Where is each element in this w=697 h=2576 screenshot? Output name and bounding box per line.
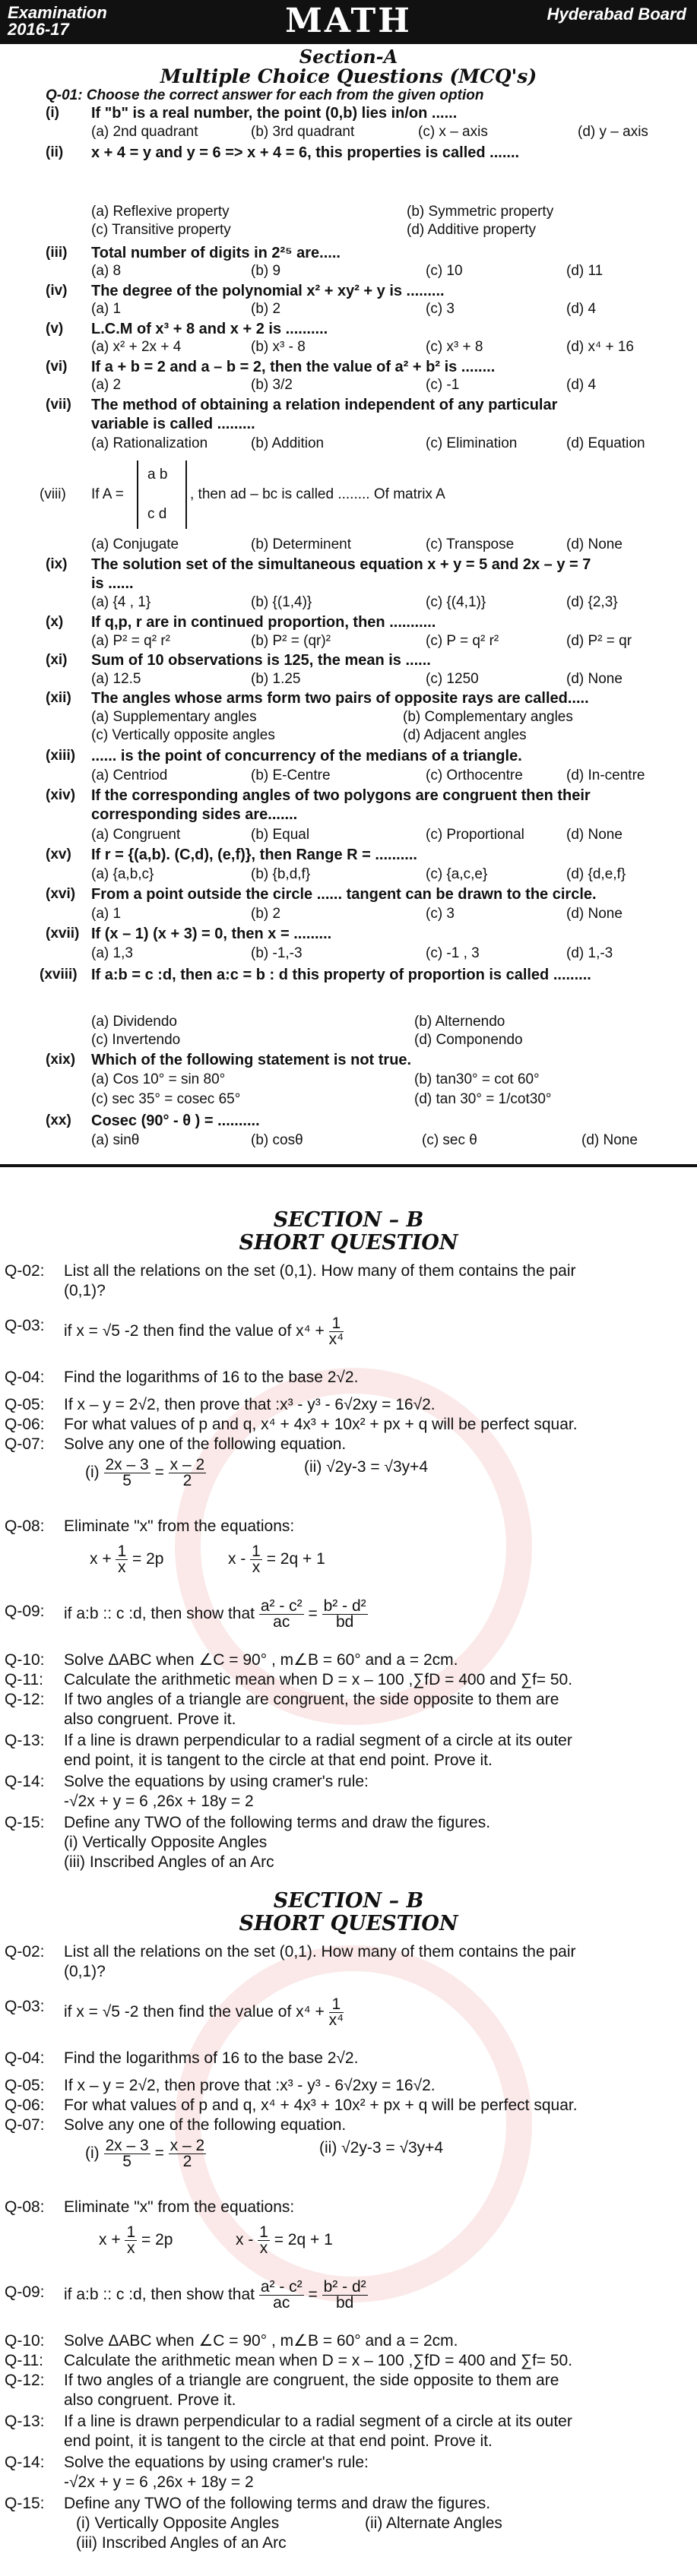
option: (b) -1,-3 — [251, 945, 303, 961]
option: (a) 1 — [91, 301, 122, 317]
question-text: If A = — [91, 486, 124, 502]
numerator: x – 2 — [169, 1456, 205, 1473]
question-text: Eliminate "x" from the equations: — [64, 1517, 295, 1535]
section-a-title: Section-A — [299, 46, 398, 68]
q-number: Q-15: — [5, 1814, 45, 1831]
option: (c) Proportional — [426, 827, 524, 843]
subject-title: MATH — [285, 2, 412, 40]
q-number: Q-05: — [5, 2077, 45, 2094]
question-text-cont: also congruent. Prove it. — [64, 2391, 236, 2409]
q-number: (vi) — [46, 359, 68, 375]
question-text: Calculate the arithmetic mean when D = x – 100 ,∑fD = 400 and ∑f= 50. — [64, 2352, 573, 2369]
question-text-cont: -√2x + y = 6 ,26x + 18y = 2 — [64, 2473, 254, 2491]
question-text: Solve any one of the following equation. — [64, 1435, 347, 1453]
matrix-row-1: a b — [147, 467, 168, 483]
denominator: 2 — [182, 2153, 192, 2170]
q-number: Q-04: — [5, 1369, 45, 1386]
question-text: If a line is drawn perpendicular to a radial segment of a circle at its outer — [64, 1732, 572, 1749]
option: (b) x³ - 8 — [251, 339, 306, 355]
section-a-subtitle: Multiple Choice Questions (MCQ's) — [160, 65, 537, 87]
numerator: 2x – 3 — [105, 1456, 149, 1473]
matrix-determinant — [137, 460, 187, 529]
expression: if a:b :: c :d, then show that — [64, 2286, 255, 2304]
question-text: Solve any one of the following equation. — [64, 2116, 347, 2134]
option: (d) None — [581, 1132, 638, 1148]
q-number: Q-08: — [5, 1517, 45, 1535]
q-number: (xix) — [46, 1052, 76, 1068]
q-number: Q-04: — [5, 2049, 45, 2067]
option: (a) Dividendo — [91, 1014, 177, 1030]
fraction — [329, 1997, 344, 2028]
option: (a) Conjugate — [91, 536, 179, 552]
question-text: If two angles of a triangle are congruent, the side opposite to them are — [64, 1691, 559, 1708]
option: (d) None — [566, 906, 623, 922]
option: (a) 1 — [91, 906, 122, 922]
q-number: Q-15: — [5, 2495, 45, 2512]
q-number: Q-02: — [5, 1262, 45, 1280]
option: (a) 2nd quadrant — [91, 124, 198, 140]
option: (c) {a,c,e} — [426, 866, 488, 882]
option: (d) {d,e,f} — [566, 866, 626, 882]
denominator: 5 — [122, 2153, 131, 2170]
numerator: b² - d² — [323, 2278, 366, 2296]
option: (a) 8 — [91, 263, 122, 279]
eq-part: = 2p — [141, 2231, 173, 2249]
option: (c) x³ + 8 — [426, 339, 483, 355]
option: (c) Transpose — [426, 536, 515, 552]
question-text — [64, 1997, 344, 2028]
question-text: Define any TWO of the following terms and draw the figures. — [64, 1814, 491, 1831]
question-text: If "b" is a real number, the point (0,b) lies in/on ...... — [91, 105, 458, 122]
numerator: a² - c² — [260, 1597, 303, 1615]
option: (a) {4 , 1} — [91, 594, 151, 610]
option: (c) Invertendo — [91, 1032, 181, 1048]
fraction — [125, 2225, 137, 2256]
question-text: From a point outside the circle ...... tangent can be drawn to the circle. — [91, 886, 597, 903]
option: (b) 2 — [251, 906, 281, 922]
numerator: 1 — [117, 1543, 127, 1560]
denominator: x — [118, 1559, 126, 1576]
fraction — [250, 1544, 262, 1575]
question-text: ...... is the point of concurrency of the medians of a triangle. — [91, 748, 522, 764]
question-text-cont: , then ad – bc is called ........ Of matrix A — [190, 486, 445, 502]
q-number: Q-10: — [5, 1651, 45, 1669]
numerator: b² - d² — [323, 1597, 366, 1615]
q-number: Q-10: — [5, 2332, 45, 2350]
question-text-cont: (iii) Inscribed Angles of an Arc — [64, 1853, 274, 1871]
question-text: Cosec (90° - θ ) = .......... — [91, 1112, 260, 1129]
q-number: Q-06: — [5, 1416, 45, 1433]
question-text: If x – y = 2√2, then prove that :x³ - y³ - 6√2xy = 16√2. — [64, 2077, 436, 2094]
question-text: If a + b = 2 and a – b = 2, then the value of a² + b² is ........ — [91, 359, 496, 375]
q-number: (xx) — [46, 1112, 71, 1128]
option: (d) tan 30° = 1/cot30° — [414, 1091, 552, 1107]
question-text: Solve ΔABC when ∠C = 90° , m∠B = 60° and a = 2cm. — [64, 1651, 458, 1669]
numerator: 1 — [126, 2223, 136, 2241]
option: (b) Complementary angles — [403, 709, 573, 725]
q-number: Q-02: — [5, 1943, 45, 1960]
question-text-cont: variable is called ......... — [91, 416, 255, 432]
denominator: ac — [273, 2294, 290, 2312]
eq-part: = 2q + 1 — [274, 2231, 333, 2249]
question-text-cont: is ...... — [91, 575, 134, 592]
numerator: x – 2 — [169, 2137, 205, 2154]
option: (a) P² = q² r² — [91, 633, 170, 649]
q-number: Q-12: — [5, 2372, 45, 2389]
question-text: Define any TWO of the following terms and draw the figures. — [64, 2495, 491, 2512]
option: (a) Cos 10° = sin 80° — [91, 1071, 226, 1087]
question-text: List all the relations on the set (0,1). How many of them contains the pair — [64, 1943, 576, 1960]
option: (a) 12.5 — [91, 671, 141, 687]
question-text: Solve ΔABC when ∠C = 90° , m∠B = 60° and a = 2cm. — [64, 2332, 458, 2350]
equation-line — [236, 2225, 333, 2256]
question-text: For what values of p and q, x⁴ + 4x³ + 10x² + px + q will be perfect squar. — [64, 2097, 578, 2114]
paper-header — [0, 0, 697, 44]
denominator: 5 — [122, 1472, 131, 1489]
question-text: If a:b = c :d, then a:c = b : d this property of proportion is called ......... — [91, 967, 591, 983]
question-text: Sum of 10 observations is 125, the mean is ...... — [91, 652, 431, 669]
option: (b) Alternendo — [414, 1014, 505, 1030]
equation-line — [85, 2138, 206, 2169]
eq-part: = 2p — [131, 1550, 164, 1568]
equals-sign: = — [308, 2286, 318, 2304]
option: (c) sec θ — [422, 1132, 477, 1148]
option: (b) Equal — [251, 827, 310, 843]
equation-line — [90, 1544, 163, 1575]
option: (c) 10 — [426, 263, 463, 279]
option: (a) Congruent — [91, 827, 181, 843]
option: (c) 1250 — [426, 671, 479, 687]
equation-2: (ii) √2y-3 = √3y+4 — [304, 1458, 429, 1476]
question-text: If a line is drawn perpendicular to a radial segment of a circle at its outer — [64, 2413, 572, 2430]
matrix-row-2: c d — [147, 506, 167, 522]
question-text: x + 4 = y and y = 6 => x + 4 = 6, this properties is called ....... — [91, 144, 520, 161]
question-text: Find the logarithms of 16 to the base 2√2. — [64, 1369, 359, 1386]
question-text: The solution set of the simultaneous equation x + y = 5 and 2x – y = 7 — [91, 556, 591, 573]
option: (c) Elimination — [426, 435, 518, 451]
exam-year: 2016-17 — [8, 20, 69, 39]
question-text: Eliminate "x" from the equations: — [64, 2198, 295, 2216]
question-text: If x – y = 2√2, then prove that :x³ - y³ - 6√2xy = 16√2. — [64, 1396, 436, 1413]
option: (c) {(4,1)} — [426, 594, 486, 610]
option: (b) 3/2 — [251, 377, 293, 393]
option: (b) 1.25 — [251, 671, 301, 687]
question-text — [64, 1316, 344, 1347]
question-text: Calculate the arithmetic mean when D = x – 100 ,∑fD = 400 and ∑f= 50. — [64, 1671, 573, 1688]
section-b-subtitle: SHORT QUESTION — [239, 1231, 458, 1255]
numerator: 1 — [259, 2223, 268, 2241]
eq-part: x + — [90, 1550, 112, 1568]
question-text-cont: end point, it is tangent to the circle at that end point. Prove it. — [64, 2432, 493, 2450]
q-number: (v) — [46, 321, 64, 337]
q-number: (ix) — [46, 556, 68, 572]
question-text-cont: (i) Vertically Opposite Angles — [64, 1834, 268, 1851]
equation-line — [228, 1544, 325, 1575]
fraction — [259, 2280, 304, 2311]
q-number: Q-09: — [5, 1603, 45, 1620]
q-number: Q-13: — [5, 2413, 45, 2430]
q-number: (xi) — [46, 652, 68, 668]
option: (c) 3 — [426, 906, 455, 922]
denominator: bd — [335, 1613, 354, 1631]
question-text: If two angles of a triangle are congruent, the side opposite to them are — [64, 2372, 559, 2389]
q-number: (xiii) — [46, 748, 76, 764]
q-number: (ii) — [46, 144, 64, 160]
fraction — [116, 1544, 128, 1575]
question-text — [64, 1599, 368, 1630]
q-number: (i) — [46, 105, 59, 121]
q-number: (xvi) — [46, 886, 76, 902]
question-text: For what values of p and q, x⁴ + 4x³ + 10x² + px + q will be perfect squar. — [64, 1416, 578, 1433]
option: (d) Componendo — [414, 1032, 523, 1048]
question-text: Find the logarithms of 16 to the base 2√2. — [64, 2049, 359, 2067]
numerator: 1 — [329, 1316, 344, 1332]
option: (b) 9 — [251, 263, 281, 279]
option: (b) Addition — [251, 435, 325, 451]
section-b-title: SECTION – B — [273, 1889, 424, 1913]
equals-sign: = — [308, 1605, 318, 1623]
option: (d) 1,-3 — [566, 945, 613, 961]
fraction — [329, 1316, 344, 1347]
option: (b) cosθ — [251, 1132, 303, 1148]
equals-sign: = — [154, 1464, 164, 1482]
option: (d) In-centre — [566, 767, 645, 783]
fraction — [169, 2138, 207, 2169]
eq-part: x - — [228, 1550, 246, 1568]
expression: if a:b :: c :d, then show that — [64, 1605, 255, 1623]
denominator: bd — [335, 2294, 354, 2312]
option: (b) 3rd quadrant — [251, 124, 355, 140]
option: (b) tan30° = cot 60° — [414, 1071, 540, 1087]
question-text-cont: corresponding sides are....... — [91, 806, 298, 823]
option: (b) P² = (qr)² — [251, 633, 331, 649]
q-number: Q-12: — [5, 1691, 45, 1708]
option: (c) x – axis — [418, 124, 488, 140]
denominator: ac — [273, 1613, 290, 1631]
equation-line — [99, 2225, 173, 2256]
section-b-title: SECTION – B — [273, 1208, 424, 1232]
q-number: (vii) — [46, 397, 71, 413]
fraction — [169, 1457, 207, 1489]
option: (d) 11 — [566, 263, 604, 279]
denominator: x⁴ — [328, 2011, 344, 2029]
question-text — [64, 2280, 368, 2311]
option: (b) Determinent — [251, 536, 351, 552]
option: (a) sinθ — [91, 1132, 140, 1148]
denominator: x — [127, 2239, 135, 2257]
option: (c) Vertically opposite angles — [91, 727, 275, 743]
option: (a) 2 — [91, 377, 122, 393]
question-text: If q,p, r are in continued proportion, then ........... — [91, 614, 436, 631]
q-number: (xviii) — [40, 967, 78, 983]
equals-sign: = — [154, 2144, 164, 2163]
fraction — [104, 1457, 150, 1489]
q-number: (xii) — [46, 690, 71, 706]
option: (b) {(1,4)} — [251, 594, 312, 610]
q-number: Q-11: — [5, 1671, 43, 1688]
question-text-cont: end point, it is tangent to the circle at that end point. Prove it. — [64, 1752, 493, 1769]
numerator: 1 — [329, 1997, 344, 2013]
option: (c) P = q² r² — [426, 633, 499, 649]
equation-line — [85, 1457, 206, 1489]
question-text: If the corresponding angles of two polygons are congruent then their — [91, 787, 591, 804]
question-text: If r = {(a,b). (C,d), (e,f)}, then Range R = .......... — [91, 847, 417, 863]
question-text-cont: also congruent. Prove it. — [64, 1710, 236, 1728]
option: (d) 4 — [566, 301, 597, 317]
question-text: Total number of digits in 2²⁵ are..... — [91, 245, 341, 261]
q-number: Q-14: — [5, 2454, 45, 2471]
q-number: (iv) — [46, 283, 68, 299]
option: (c) sec 35° = cosec 65° — [91, 1091, 241, 1107]
q-number: Q-03: — [5, 1998, 45, 2015]
q-number: Q-14: — [5, 1773, 45, 1790]
option: (d) Additive property — [407, 222, 537, 238]
question-text-cont: (iii) Inscribed Angles of an Arc — [76, 2534, 287, 2552]
numerator: 1 — [252, 1543, 261, 1560]
question-text-cont: (i) Vertically Opposite Angles — [76, 2514, 280, 2532]
option: (a) Reflexive property — [91, 204, 230, 220]
section-divider — [0, 1164, 697, 1167]
question-text: L.C.M of x³ + 8 and x + 2 is .......... — [91, 321, 328, 337]
option: (b) {b,d,f} — [251, 866, 311, 882]
option: (b) Symmetric property — [407, 204, 554, 220]
question-text: List all the relations on the set (0,1). How many of them contains the pair — [64, 1262, 576, 1280]
q-number: Q-06: — [5, 2097, 45, 2114]
q-number: Q-07: — [5, 2116, 45, 2134]
eq-label: (i) — [85, 2144, 100, 2163]
q-number: Q-03: — [5, 1317, 45, 1334]
numerator: 2x – 3 — [105, 2137, 149, 2154]
option: (a) 1,3 — [91, 945, 133, 961]
option: (d) None — [566, 536, 623, 552]
denominator: 2 — [182, 1472, 192, 1489]
eq-part: x - — [236, 2231, 254, 2249]
option: (c) 3 — [426, 301, 455, 317]
numerator: a² - c² — [260, 2278, 303, 2296]
question-text: The angles whose arms form two pairs of opposite rays are called..... — [91, 690, 589, 707]
question-text: The degree of the polynomial x² + xy² + y is ......... — [91, 283, 445, 299]
option: (d) y – axis — [578, 124, 648, 140]
question-text-cont: (ii) Alternate Angles — [365, 2514, 502, 2532]
option: (b) 2 — [251, 301, 281, 317]
q-number: (xiv) — [46, 787, 76, 803]
exam-title: Examination — [8, 3, 107, 22]
eq-label: (i) — [85, 1464, 100, 1482]
question-text: Solve the equations by using cramer's rule: — [64, 1773, 369, 1790]
question-text: The method of obtaining a relation independent of any particular — [91, 397, 558, 413]
option: (d) P² = qr — [566, 633, 632, 649]
q-number: (xv) — [46, 847, 71, 862]
eq-part: x + — [99, 2231, 121, 2249]
fraction — [104, 2138, 150, 2169]
option: (a) x² + 2x + 4 — [91, 339, 182, 355]
denominator: x — [259, 2239, 268, 2257]
option: (c) Transitive property — [91, 222, 231, 238]
option: (d) 4 — [566, 377, 597, 393]
fraction — [322, 2280, 368, 2311]
option: (d) Adjacent angles — [403, 727, 527, 743]
option: (a) Rationalization — [91, 435, 208, 451]
option: (c) -1 — [426, 377, 460, 393]
q-number: (iii) — [46, 245, 68, 261]
q-number: Q-08: — [5, 2198, 45, 2216]
question-text: If (x – 1) (x + 3) = 0, then x = ......... — [91, 926, 332, 942]
denominator: x — [252, 1559, 261, 1576]
eq-part: = 2q + 1 — [266, 1550, 325, 1568]
q-number: Q-11: — [5, 2352, 43, 2369]
question-text-cont: (0,1)? — [64, 1963, 106, 1980]
option: (c) -1 , 3 — [426, 945, 480, 961]
option: (d) {2,3} — [566, 594, 618, 610]
q-number: Q-07: — [5, 1435, 45, 1453]
q-number: Q-13: — [5, 1732, 45, 1749]
q-number: Q-05: — [5, 1396, 45, 1413]
section-a-instruction: Q-01: Choose the correct answer for each from the given option — [46, 87, 484, 103]
question-text: Which of the following statement is not true. — [91, 1052, 412, 1068]
q-number: (viii) — [40, 486, 66, 502]
fraction — [322, 1599, 368, 1630]
option: (c) Orthocentre — [426, 767, 523, 783]
option: (d) Equation — [566, 435, 645, 451]
fraction — [259, 1599, 304, 1630]
expression: if x = √5 -2 then find the value of x⁴ + — [64, 1322, 325, 1340]
q-number: (xvii) — [46, 926, 80, 941]
q-number: (x) — [46, 614, 64, 630]
q-number: Q-09: — [5, 2283, 45, 2301]
question-text: Solve the equations by using cramer's rule: — [64, 2454, 369, 2471]
expression: if x = √5 -2 then find the value of x⁴ + — [64, 2003, 325, 2021]
denominator: x⁴ — [328, 1331, 344, 1348]
question-text-cont: -√2x + y = 6 ,26x + 18y = 2 — [64, 1793, 254, 1810]
option: (d) None — [566, 827, 623, 843]
option: (a) {a,b,c} — [91, 866, 154, 882]
option: (b) E-Centre — [251, 767, 331, 783]
option: (a) Supplementary angles — [91, 709, 257, 725]
option: (a) Centriod — [91, 767, 168, 783]
option: (d) None — [566, 671, 623, 687]
option: (d) x⁴ + 16 — [566, 339, 634, 355]
board-name: Hyderabad Board — [547, 5, 686, 24]
section-b-subtitle: SHORT QUESTION — [239, 1912, 458, 1935]
fraction — [258, 2225, 270, 2256]
question-text-cont: (0,1)? — [64, 1282, 106, 1299]
equation-2: (ii) √2y-3 = √3y+4 — [319, 2139, 444, 2157]
